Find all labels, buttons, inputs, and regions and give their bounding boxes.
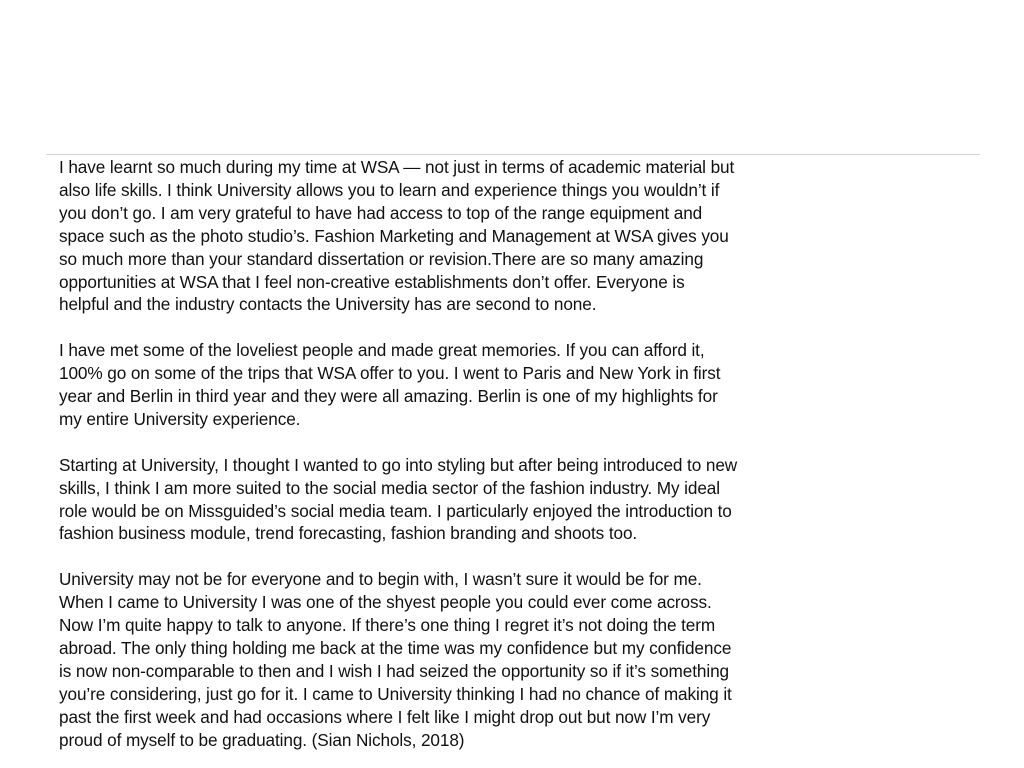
paragraph-trips [59,339,839,431]
paragraph-reflection [59,568,839,751]
text-line: is now non-comparable to then and I wish I had seized the opportunity so if it’s something [59,660,729,681]
text-line: abroad. The only thing holding me back at the time was my confidence but my confidence [59,637,732,658]
text-line: Now I’m quite happy to talk to anyone. If there’s one thing I regret it’s not doing the term [59,615,716,636]
text-line: 100% go on some of the trips that WSA offer to you. I went to Paris and New York in first [59,363,721,384]
testimonial-text [59,156,839,752]
text-line: also life skills. I think University allows you to learn and experience things you wouldn’t if [59,179,720,200]
text-line: my entire University experience. [59,408,301,429]
text-line: I have learnt so much during my time at WSA — not just in terms of academic material but [59,157,735,177]
text-line: you don’t go. I am very grateful to have had access to top of the range equipment and [59,202,703,223]
text-line: skills, I think I am more suited to the social media sector of the fashion industry. My ideal [59,477,720,498]
text-line: Starting at University, I thought I wanted to go into styling but after being introduced to new [59,454,738,475]
text-line: When I came to University I was one of the shyest people you could ever come across. [59,592,712,613]
header-divider [46,154,980,155]
text-line: proud of myself to be graduating. (Sian Nichols, 2018) [59,729,465,750]
text-line: opportunities at WSA that I feel non-creative establishments don’t offer. Everyone is [59,271,685,292]
text-line: space such as the photo studio’s. Fashion Marketing and Management at WSA gives you [59,225,729,246]
text-line: year and Berlin in third year and they were all amazing. Berlin is one of my highlights for [59,386,718,407]
text-line: I have met some of the loveliest people and made great memories. If you can afford it, [59,340,705,361]
text-line: you’re considering, just go for it. I came to University thinking I had no chance of making it [59,683,732,704]
paragraph-academic-experience [59,156,839,316]
paragraph-career [59,454,839,546]
text-line: past the first week and had occasions where I felt like I might drop out but now I’m very [59,706,711,727]
text-line: fashion business module, trend forecasting, fashion branding and shoots too. [59,523,638,544]
text-line: helpful and the industry contacts the University has are second to none. [59,294,597,315]
text-line: so much more than your standard dissertation or revision.There are so many amazing [59,248,704,269]
text-line: University may not be for everyone and to begin with, I wasn’t sure it would be for me. [59,569,702,590]
text-line: role would be on Missguided’s social media team. I particularly enjoyed the introduction to [59,500,732,521]
